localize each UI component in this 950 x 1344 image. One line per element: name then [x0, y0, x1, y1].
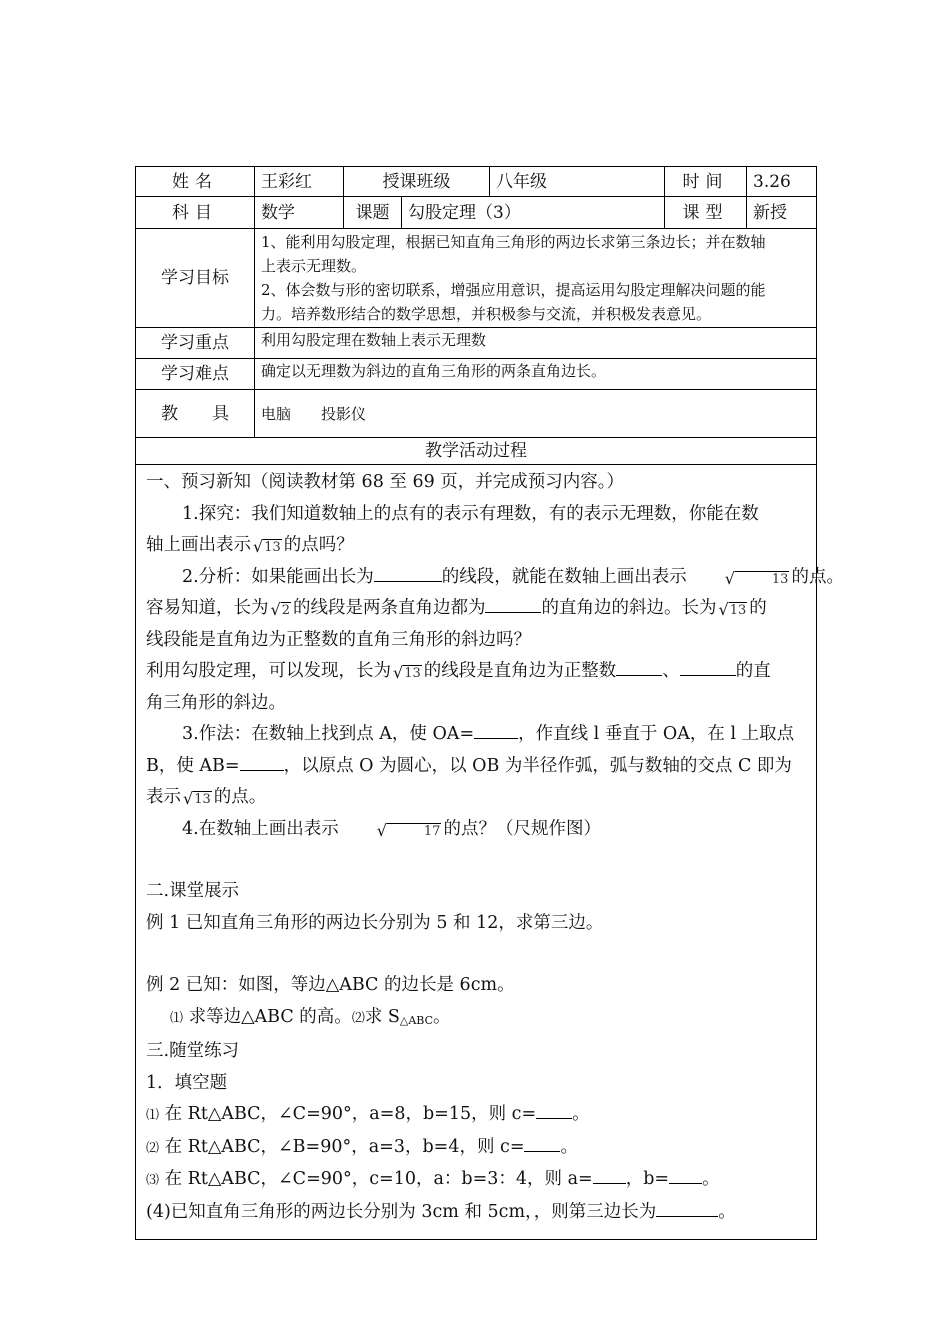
- example-2-questions: ⑴ 求等边△ABC 的高。⑵求 S△ABC。: [170, 1006, 451, 1027]
- method-line-1: 3.作法：在数轴上找到点 A，使 OA= ，作直线 l 垂直于 OA，在 l 上取点: [146, 719, 806, 751]
- question-1: ⑴ 在 Rt△ABC，∠C=90°，a=8，b=15，则 c= 。: [146, 1099, 806, 1132]
- method-line-3: 表示 √ 13 的点。: [146, 787, 267, 808]
- time-label: 时间: [665, 167, 747, 197]
- objectives-line-2: 上表示无理数。: [261, 257, 367, 275]
- name-value: 王彩红: [255, 167, 344, 197]
- answer-blank[interactable]: [374, 562, 442, 582]
- example-1: 例 1 已知直角三角形的两边长分别为 5 和 12，求第三边。: [146, 912, 604, 933]
- spacer: [146, 845, 806, 876]
- sqrt-13: √ 13: [393, 663, 421, 682]
- answer-blank[interactable]: [485, 593, 541, 613]
- objectives-row: [136, 229, 817, 328]
- lesson-plan-table: [135, 166, 844, 1240]
- process-body-row: [136, 465, 817, 1240]
- subject-label: 科目: [136, 197, 255, 229]
- type-label: 课型: [665, 197, 747, 229]
- answer-blank[interactable]: [680, 656, 736, 676]
- analysis-line-3: 线段能是直角边为正整数的直角三角形的斜边吗？: [146, 629, 531, 650]
- objectives-line-3: 2、体会数与形的密切联系，增强应用意识，提高运用勾股定理解决问题的能: [261, 281, 766, 299]
- answer-blank[interactable]: [240, 751, 284, 771]
- objectives-line-4: 力。培养数形结合的数学思想，并积极参与交流，并积极发表意见。: [261, 305, 712, 323]
- example-2: 例 2 已知：如图，等边△ABC 的边长是 6cm。: [146, 975, 515, 995]
- answer-blank[interactable]: [616, 656, 662, 676]
- answer-blank[interactable]: [656, 1197, 718, 1217]
- difficulty-label: 学习难点: [136, 359, 255, 390]
- spacer: [146, 939, 806, 970]
- method-line-2: B，使 AB= ，以原点 O 为圆心，以 OB 为半径作弧，弧与数轴的交点 C 即为: [146, 751, 806, 783]
- sqrt-13: √ 13: [253, 537, 281, 556]
- tools-row: [136, 390, 817, 438]
- process-title: 教学活动过程: [136, 438, 817, 465]
- answer-blank[interactable]: [593, 1164, 626, 1184]
- process-body: [136, 465, 844, 1240]
- answer-blank[interactable]: [474, 719, 518, 739]
- fill-blank-title: 1．填空题: [146, 1072, 228, 1093]
- task-4-line: 4.在数轴上画出表示 √ 17 的点？（尺规作图）: [182, 818, 601, 840]
- question-4: (4)已知直角三角形的两边长分别为 3cm 和 5cm，，则第三边长为 。: [146, 1197, 806, 1229]
- sqrt-13: √ 13: [718, 600, 747, 619]
- analysis-line-2: 容易知道，长为 √ 2 的线段是两条直角边都为 的直角边的斜边。长为 √ 13 的: [146, 593, 806, 625]
- tools-text: 电脑 投影仪: [255, 390, 817, 438]
- key-point-text: 利用勾股定理在数轴上表示无理数: [255, 328, 817, 359]
- topic-label: 课题: [344, 197, 402, 229]
- answer-blank[interactable]: [536, 1099, 572, 1119]
- objectives-text: [255, 229, 817, 328]
- analysis-line-4: 利用勾股定理，可以发现，长为 √ 13 的线段是直角边为正整数 、 的直: [146, 656, 806, 688]
- tools-label: 教 具: [136, 390, 255, 438]
- difficulty-row: [136, 359, 817, 390]
- sqrt-13: √ 13: [724, 568, 789, 588]
- key-point-row: [136, 328, 817, 359]
- section-1-title: 一、预习新知（阅读教材第 68 至 69 页，并完成预习内容。）: [146, 472, 625, 492]
- objectives-label: 学习目标: [136, 229, 255, 328]
- objectives-line-1: 1、能利用勾股定理，根据已知直角三角形的两边长求第三条边长；并在数轴: [261, 233, 766, 251]
- process-title-row: [136, 438, 817, 465]
- answer-blank[interactable]: [669, 1164, 702, 1184]
- analysis-line-5: 角三角形的斜边。: [146, 692, 286, 713]
- explore-line-1: 1.探究：我们知道数轴上的点有的表示有理数，有的表示无理数，你能在数: [182, 503, 759, 524]
- question-3: ⑶ 在 Rt△ABC，∠C=90°，c=10，a：b=3：4，则 a= ，b= 。: [146, 1164, 806, 1197]
- answer-blank[interactable]: [524, 1132, 560, 1152]
- subject-value: 数学: [255, 197, 344, 229]
- topic-value: 勾股定理（3）: [402, 197, 665, 229]
- difficulty-text: 确定以无理数为斜边的直角三角形的两条直角边长。: [255, 359, 817, 390]
- explore-line-2: 轴上画出表示 √ 13 的点吗？: [146, 535, 354, 556]
- section-2-title: 二.课堂展示: [146, 881, 240, 901]
- class-label: 授课班级: [344, 167, 490, 197]
- key-point-label: 学习重点: [136, 328, 255, 359]
- header-row-1: [136, 167, 817, 197]
- section-3-title: 三.随堂练习: [146, 1041, 240, 1061]
- sqrt-13: √ 13: [183, 789, 211, 808]
- time-value: 3.26: [747, 167, 817, 197]
- type-value: 新授: [747, 197, 817, 229]
- question-2: ⑵ 在 Rt△ABC，∠B=90°，a=3，b=4，则 c= 。: [146, 1132, 806, 1165]
- header-row-2: [136, 197, 817, 229]
- name-label: 姓名: [136, 167, 255, 197]
- sqrt-17: √ 17: [376, 820, 441, 840]
- class-value: 八年级: [490, 167, 665, 197]
- sqrt-2: √ 2: [270, 600, 290, 619]
- analysis-line-1: 2.分析：如果能画出长为 的线段，就能在数轴上画出表示 √ 13 的点。: [146, 562, 806, 594]
